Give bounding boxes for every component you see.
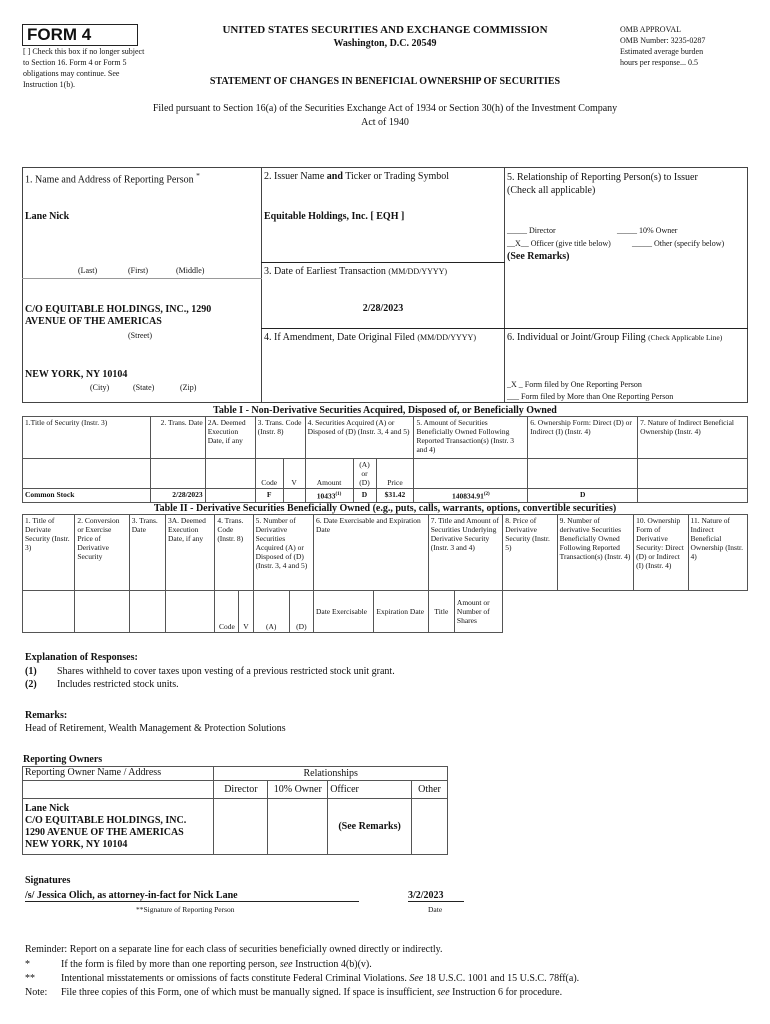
signature-value: /s/ Jessica Olich, as attorney-in-fact for Nick Lane (25, 890, 359, 902)
t1-header-acquired: 4. Securities Acquired (A) or Disposed of (D) (Instr. 3, 4 and 5) (305, 417, 414, 459)
omb-hours: hours per response... 0.5 (620, 58, 698, 67)
box1-label: 1. Name and Address of Reporting Person * (25, 171, 200, 186)
t2-header-code: 4. Trans. Code (Instr. 8) (215, 515, 253, 591)
ro-owner-line: 1290 AVENUE OF THE AMERICAS (25, 826, 184, 838)
table1 (22, 416, 748, 503)
box4-label: 4. If Amendment, Date Original Filed (MM/DD/YYYY) (264, 332, 476, 343)
remarks-title: Remarks: (25, 710, 68, 721)
t2-header-price: 8. Price of Derivative Security (Instr. 5) (503, 515, 557, 591)
t1-row-code: F (255, 489, 283, 503)
t1-row-date: 2/28/2023 (150, 489, 205, 503)
list-item: ** Intentional misstatements or omissions of facts constitute Federal Criminal Violations. See 18 U.S.C. 1001 and 15 U.S.C. 78ff(a). (25, 973, 580, 984)
reporting-owners-title: Reporting Owners (23, 754, 103, 765)
t2-header-underlying: 7. Title and Amount of Securities Underlying Derivative Security (Instr. 3 and 4) (428, 515, 503, 591)
table2 (22, 514, 748, 633)
t2-header-owned: 9. Number of derivative Securities Beneficially Owned Following Reported Transaction(s) (Instr. 4) (557, 515, 634, 591)
middle-label: (Middle) (176, 266, 205, 275)
omb-number: OMB Number: 3235-0287 (620, 36, 706, 45)
ro-owner-line: Lane Nick (25, 802, 70, 814)
agency-name: UNITED STATES SECURITIES AND EXCHANGE COMMISSION (222, 24, 548, 36)
remarks-text: Head of Retirement, Wealth Management & Protection Solutions (25, 723, 286, 734)
form-title: FORM 4 (22, 24, 138, 46)
t1-row-title: Common Stock (23, 489, 151, 503)
t1-header-deemed: 2A. Deemed Execution Date, if any (205, 417, 255, 459)
city-state-zip: NEW YORK, NY 10104 (25, 369, 128, 380)
omb-approval (620, 24, 705, 68)
last-label: (Last) (78, 266, 98, 275)
ro-director-value (214, 799, 268, 855)
t2-header-number: 5. Number of Derivative Securities Acquired (A) or Disposed of (D) (Instr. 3, 4 and 5) (253, 515, 313, 591)
t1-sub-ad: (A) or (D) (353, 459, 376, 489)
t2-sub-date-ex: Date Exercisable (313, 591, 373, 633)
zip-label: (Zip) (180, 383, 197, 392)
t1-header-title: 1.Title of Security (Instr. 3) (23, 417, 151, 459)
ro-col-name: Reporting Owner Name / Address (23, 767, 214, 781)
ro-owner-address (23, 799, 214, 855)
t2-sub-d: (D) (289, 591, 313, 633)
omb-title: OMB APPROVAL (620, 25, 681, 34)
box-relationship (504, 167, 748, 403)
street-line2: AVENUE OF THE AMERICAS (25, 316, 162, 327)
t1-header-code: 3. Trans. Code (Instr. 8) (255, 417, 305, 459)
box5-check-all: (Check all applicable) (507, 185, 596, 196)
box6-label: 6. Individual or Joint/Group Filing (Check Applicable Line) (507, 332, 723, 343)
officer-title: (See Remarks) (507, 251, 570, 262)
box-issuer (261, 167, 505, 403)
reporting-owners-table (22, 766, 448, 855)
t2-sub-a: (A) (253, 591, 289, 633)
t2-header-conversion: 2. Conversion or Exercise Price of Derivative Security (75, 515, 129, 591)
footer-notes (25, 958, 760, 1000)
ro-owner-line: NEW YORK, NY 10104 (25, 838, 128, 850)
ro-owner-line: C/O EQUITABLE HOLDINGS, INC. (25, 814, 187, 826)
t1-sub-code: Code (255, 459, 283, 489)
signatures-title: Signatures (25, 875, 71, 886)
t2-header-nature: 11. Nature of Indirect Beneficial Ownership (Instr. 4) (688, 515, 747, 591)
filed-pursuant: Filed pursuant to Section 16(a) of the Securities Exchange Act of 1934 or Section 30(h) of the Investment Company Act of 1940 (152, 103, 618, 128)
ten-pct-option: _____ 10% Owner (617, 226, 678, 235)
t2-header-form: 10. Ownership Form of Derivative Security: Direct (D) or Indirect (I) (Instr. 4) (634, 515, 688, 591)
reporting-person-name: Lane Nick (25, 211, 70, 222)
t1-row-nature (638, 489, 748, 503)
t1-row-deemed (205, 489, 255, 503)
city-label: (City) (90, 383, 110, 392)
t1-header-form: 6. Ownership Form: Direct (D) or Indirect (I) (Instr. 4) (528, 417, 638, 459)
t1-row-ad: D (353, 489, 376, 503)
t1-row-owned: 140834.91$^{(2)}$ (414, 489, 528, 503)
other-option: _____ Other (specify below) (632, 239, 725, 248)
t2-header-date: 3. Trans. Date (129, 515, 165, 591)
one-person-option: _X _ Form filed by One Reporting Person (507, 380, 642, 389)
t2-header-deemed: 3A. Deemed Execution Date, if any (165, 515, 214, 591)
list-item: (1) Shares withheld to cover taxes upon vesting of a previous restricted stock unit grant. (25, 666, 395, 677)
explanation-list (25, 665, 395, 691)
list-item: (2) Includes restricted stock units. (25, 679, 179, 690)
ro-col-director: Director (214, 781, 268, 799)
table-row (23, 799, 448, 855)
explanation-title: Explanation of Responses: (25, 652, 138, 663)
t1-row-v (283, 489, 305, 503)
t2-header-exercisable: 6. Date Exercisable and Expiration Date (313, 515, 428, 591)
t1-sub-amount: Amount (305, 459, 353, 489)
ro-col-other: Other (412, 781, 448, 799)
t1-row-form: D (528, 489, 638, 503)
ro-other-value (412, 799, 448, 855)
more-person-option: ___ Form filed by More than One Reporting Person (507, 392, 674, 401)
agency-location: Washington, D.C. 20549 (333, 38, 437, 49)
ro-ten-value (268, 799, 328, 855)
box5-title: 5. Relationship of Reporting Person(s) to Issuer (507, 172, 698, 183)
t1-header-owned: 5. Amount of Securities Beneficially Owned Following Reported Transaction(s) (Instr. 3 and 4) (414, 417, 528, 459)
box5-label (507, 171, 698, 197)
t1-header-nature: 7. Nature of Indirect Beneficial Ownership (Instr. 4) (638, 417, 748, 459)
table2-title: Table II - Derivative Securities Beneficially Owned (e.g., puts, calls, warrants, options, convertible securities) (153, 503, 617, 514)
box2-label: 2. Issuer Name and Ticker or Trading Symbol (264, 171, 450, 182)
t2-sub-v: V (239, 591, 253, 633)
checkbox-instruction: [ ] Check this box if no longer subject to Section 16. Form 4 or Form 5 obligations may continue. See Instruction 1(b). (23, 47, 145, 89)
ro-col-officer: Officer (328, 781, 412, 799)
reminder-text: Reminder: Report on a separate line for each class of securities beneficially owned directly or indirectly. (25, 944, 443, 955)
box3-label: 3. Date of Earliest Transaction (MM/DD/YYYY) (264, 266, 448, 277)
street-line1: C/O EQUITABLE HOLDINGS, INC., 1290 (25, 304, 212, 315)
t2-sub-amount: Amount or Number of Shares (454, 591, 502, 633)
ro-col-ten: 10% Owner (268, 781, 328, 799)
t1-header-date: 2. Trans. Date (150, 417, 205, 459)
earliest-transaction-date: 2/28/2023 (362, 303, 404, 314)
list-item: * If the form is filed by more than one reporting person, see Instruction 4(b)(v). (25, 959, 372, 970)
first-label: (First) (128, 266, 148, 275)
list-item: Note: File three copies of this Form, one of which must be manually signed. If space is insufficient, see Instruction 6 for procedure. (25, 987, 563, 998)
date-label: Date (428, 905, 443, 914)
t1-row-amount: 10433$^{(1)}$ (305, 489, 353, 503)
ro-officer-value: (See Remarks) (328, 799, 412, 855)
t1-row-price: $31.42 (376, 489, 414, 503)
t1-sub-v: V (283, 459, 305, 489)
t2-sub-exp: Expiration Date (374, 591, 428, 633)
issuer-name: Equitable Holdings, Inc. [ EQH ] (264, 211, 405, 222)
t2-sub-title: Title (428, 591, 454, 633)
t2-header-title: 1. Title of Derivate Security (Instr. 3) (23, 515, 75, 591)
signature-label: **Signature of Reporting Person (136, 905, 235, 914)
ro-col-relationships: Relationships (214, 767, 448, 781)
t1-sub-price: Price (376, 459, 414, 489)
t2-sub-code: Code (215, 591, 239, 633)
director-option: _____ Director (507, 226, 556, 235)
street-label: (Street) (128, 331, 152, 340)
street-address (25, 304, 211, 328)
table-row (23, 489, 748, 503)
statement-title: STATEMENT OF CHANGES IN BENEFICIAL OWNERSHIP OF SECURITIES (209, 76, 561, 87)
table1-title: Table I - Non-Derivative Securities Acquired, Disposed of, or Beneficially Owned (213, 405, 557, 416)
state-label: (State) (133, 383, 155, 392)
officer-option: __X__ Officer (give title below) (507, 239, 611, 248)
signature-date: 3/2/2023 (408, 890, 464, 902)
omb-burden: Estimated average burden (620, 47, 704, 56)
box-reporting-person (22, 167, 262, 403)
